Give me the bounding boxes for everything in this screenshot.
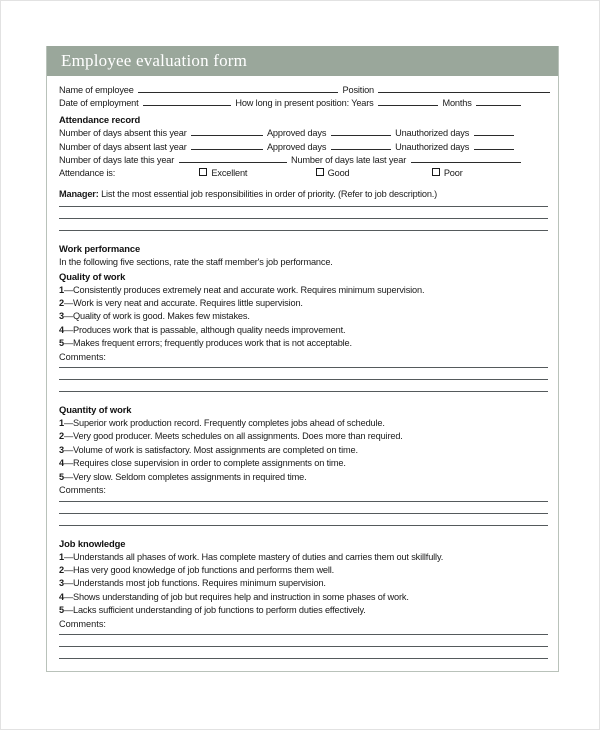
rating-item: 3—Understands most job functions. Requires minimum supervision. xyxy=(59,578,326,589)
attendance-option-label-0: Excellent xyxy=(211,168,248,179)
write-in-rule[interactable] xyxy=(59,230,548,231)
quantity-of-work-heading: Quantity of work xyxy=(59,404,132,416)
rating-item: 1—Understands all phases of work. Has complete mastery of duties and carries them out skillfully. xyxy=(59,551,444,562)
rating-item: 1—Consistently produces extremely neat and accurate work. Requires minimum supervision. xyxy=(59,284,425,295)
rating-number: 4 xyxy=(59,458,64,469)
rating-number: 5 xyxy=(59,471,64,482)
manager-instruction-row xyxy=(59,188,548,201)
attendance-row-last-year xyxy=(59,141,548,154)
rating-text: Understands most job functions. Requires minimum supervision. xyxy=(73,578,326,589)
rating-text: Work is very neat and accurate. Requires little supervision. xyxy=(73,298,303,309)
employment-date-row xyxy=(59,97,548,110)
write-in-rule[interactable] xyxy=(59,513,548,514)
tenure-months-input[interactable] xyxy=(476,97,521,106)
rating-text: Very slow. Seldom completes assignments in required time. xyxy=(73,471,307,482)
form-title-bar xyxy=(47,46,558,77)
write-in-rule[interactable] xyxy=(59,501,548,502)
attendance-option-label-2: Poor xyxy=(443,168,463,179)
attendance-rating-row xyxy=(59,167,548,180)
write-in-rule[interactable] xyxy=(59,646,548,647)
approved-days-label-1: Approved days xyxy=(266,128,327,139)
unauthorized-days-input-1[interactable] xyxy=(474,127,514,136)
rating-text: Lacks sufficient understanding of job functions to perform duties effectively. xyxy=(73,605,366,616)
rating-number: 5 xyxy=(59,338,64,349)
rating-number: 4 xyxy=(59,324,64,335)
write-in-rule[interactable] xyxy=(59,658,548,659)
rating-item: 1—Superior work production record. Frequently completes jobs ahead of schedule. xyxy=(59,418,385,429)
rating-number: 1 xyxy=(59,551,64,562)
date-of-employment-label: Date of employment xyxy=(59,98,139,109)
rating-item: 5—Makes frequent errors; frequently produces work that is not acceptable. xyxy=(59,338,352,349)
unauthorized-days-label-1: Unauthorized days xyxy=(395,128,470,139)
rating-text: Very good producer. Meets schedules on all assignments. Does more than required. xyxy=(73,431,403,442)
write-in-rule[interactable] xyxy=(59,206,548,207)
quantity-comments-area xyxy=(59,501,548,526)
absent-last-year-label: Number of days absent last year xyxy=(59,141,187,152)
page-title: Employee evaluation form xyxy=(61,51,248,70)
absent-this-year-label: Number of days absent this year xyxy=(59,128,187,139)
rating-number: 2 xyxy=(59,564,64,575)
employee-name-row xyxy=(59,84,548,97)
quantity-of-work-items xyxy=(59,417,548,484)
late-this-year-label: Number of days late this year xyxy=(59,154,175,165)
date-of-employment-input[interactable] xyxy=(143,97,231,106)
rating-text: Produces work that is passable, although quality needs improvement. xyxy=(73,324,346,335)
work-performance-instruction: In the following five sections, rate the staff member's job performance. xyxy=(59,257,333,268)
form-page xyxy=(46,46,559,672)
checkbox-icon[interactable] xyxy=(316,168,324,176)
quality-of-work-heading: Quality of work xyxy=(59,270,126,282)
job-knowledge-comments-label: Comments: xyxy=(59,618,106,629)
write-in-rule[interactable] xyxy=(59,218,548,219)
attendance-option-good[interactable] xyxy=(316,167,432,180)
rating-text: Consistently produces extremely neat and accurate work. Requires minimum supervision. xyxy=(73,284,425,295)
attendance-heading: Attendance record xyxy=(59,114,141,126)
rating-number: 3 xyxy=(59,444,64,455)
rating-item: 3—Volume of work is satisfactory. Most assignments are completed on time. xyxy=(59,444,358,455)
quality-comments-label: Comments: xyxy=(59,351,106,362)
manager-label: Manager: xyxy=(59,189,99,200)
rating-text: Quality of work is good. Makes few mistakes. xyxy=(73,311,250,322)
write-in-rule[interactable] xyxy=(59,367,548,368)
absent-last-year-input[interactable] xyxy=(191,141,263,150)
checkbox-icon[interactable] xyxy=(199,168,207,176)
employee-name-label: Name of employee xyxy=(59,85,134,95)
rating-text: Shows understanding of job but requires help and instruction in some phases of work. xyxy=(73,591,409,602)
unauthorized-days-input-2[interactable] xyxy=(474,141,514,150)
manager-instruction: List the most essential job responsibilities in order of priority. (Refer to job description.) xyxy=(101,189,438,200)
rating-text: Understands all phases of work. Has complete mastery of duties and carries them out skillfully. xyxy=(73,551,444,562)
rating-text: Superior work production record. Frequently completes jobs ahead of schedule. xyxy=(73,418,385,429)
unauthorized-days-label-2: Unauthorized days xyxy=(395,141,470,152)
rating-item: 2—Very good producer. Meets schedules on all assignments. Does more than required. xyxy=(59,431,403,442)
rating-item: 2—Has very good knowledge of job functions and performs them well. xyxy=(59,564,335,575)
rating-text: Volume of work is satisfactory. Most assignments are completed on time. xyxy=(73,444,358,455)
rating-item: 4—Shows understanding of job but requires help and instruction in some phases of work. xyxy=(59,591,409,602)
rating-number: 3 xyxy=(59,311,64,322)
write-in-rule[interactable] xyxy=(59,634,548,635)
rating-item: 5—Lacks sufficient understanding of job functions to perform duties effectively. xyxy=(59,605,366,616)
attendance-row-this-year xyxy=(59,127,548,140)
write-in-rule[interactable] xyxy=(59,525,548,526)
rating-item: 4—Requires close supervision in order to complete assignments on time. xyxy=(59,458,346,469)
late-last-year-label: Number of days late last year xyxy=(290,154,407,165)
attendance-option-poor[interactable] xyxy=(432,167,548,180)
manager-response-area xyxy=(59,206,548,231)
attendance-rating-label: Attendance is: xyxy=(59,168,116,179)
late-this-year-input[interactable] xyxy=(179,154,287,163)
quality-comments-area xyxy=(59,367,548,392)
attendance-option-label-1: Good xyxy=(327,168,350,179)
absent-this-year-input[interactable] xyxy=(191,127,263,136)
rating-number: 3 xyxy=(59,578,64,589)
form-body xyxy=(47,77,558,671)
attendance-option-excellent[interactable] xyxy=(199,167,315,180)
tenure-years-label: How long in present position: Years xyxy=(235,98,374,109)
rating-number: 1 xyxy=(59,418,64,429)
job-knowledge-heading: Job knowledge xyxy=(59,537,126,549)
rating-text: Makes frequent errors; frequently produces work that is not acceptable. xyxy=(73,338,352,349)
rating-number: 5 xyxy=(59,605,64,616)
rating-item: 2—Work is very neat and accurate. Requires little supervision. xyxy=(59,298,303,309)
quantity-comments-label: Comments: xyxy=(59,485,106,496)
position-label: Position xyxy=(342,85,375,95)
approved-days-input-2[interactable] xyxy=(331,141,391,150)
job-knowledge-items xyxy=(59,551,548,618)
rating-text: Requires close supervision in order to complete assignments on time. xyxy=(73,458,346,469)
tenure-years-input[interactable] xyxy=(378,97,438,106)
work-performance-heading: Work performance xyxy=(59,243,141,255)
write-in-rule[interactable] xyxy=(59,379,548,380)
rating-number: 2 xyxy=(59,298,64,309)
approved-days-input-1[interactable] xyxy=(331,127,391,136)
rating-text: Has very good knowledge of job functions and performs them well. xyxy=(73,564,335,575)
rating-item: 3—Quality of work is good. Makes few mistakes. xyxy=(59,311,250,322)
job-knowledge-comments-area xyxy=(59,634,548,659)
tenure-months-label: Months xyxy=(442,98,472,109)
approved-days-label-2: Approved days xyxy=(266,141,327,152)
quality-of-work-items xyxy=(59,284,548,351)
rating-item: 4—Produces work that is passable, although quality needs improvement. xyxy=(59,324,346,335)
rating-item: 5—Very slow. Seldom completes assignments in required time. xyxy=(59,471,307,482)
checkbox-icon[interactable] xyxy=(432,168,440,176)
attendance-row-late xyxy=(59,154,548,167)
rating-number: 1 xyxy=(59,284,64,295)
employee-name-input[interactable] xyxy=(138,84,338,93)
late-last-year-input[interactable] xyxy=(411,154,521,163)
write-in-rule[interactable] xyxy=(59,391,548,392)
rating-number: 2 xyxy=(59,431,64,442)
rating-number: 4 xyxy=(59,591,64,602)
position-input[interactable] xyxy=(378,84,550,93)
